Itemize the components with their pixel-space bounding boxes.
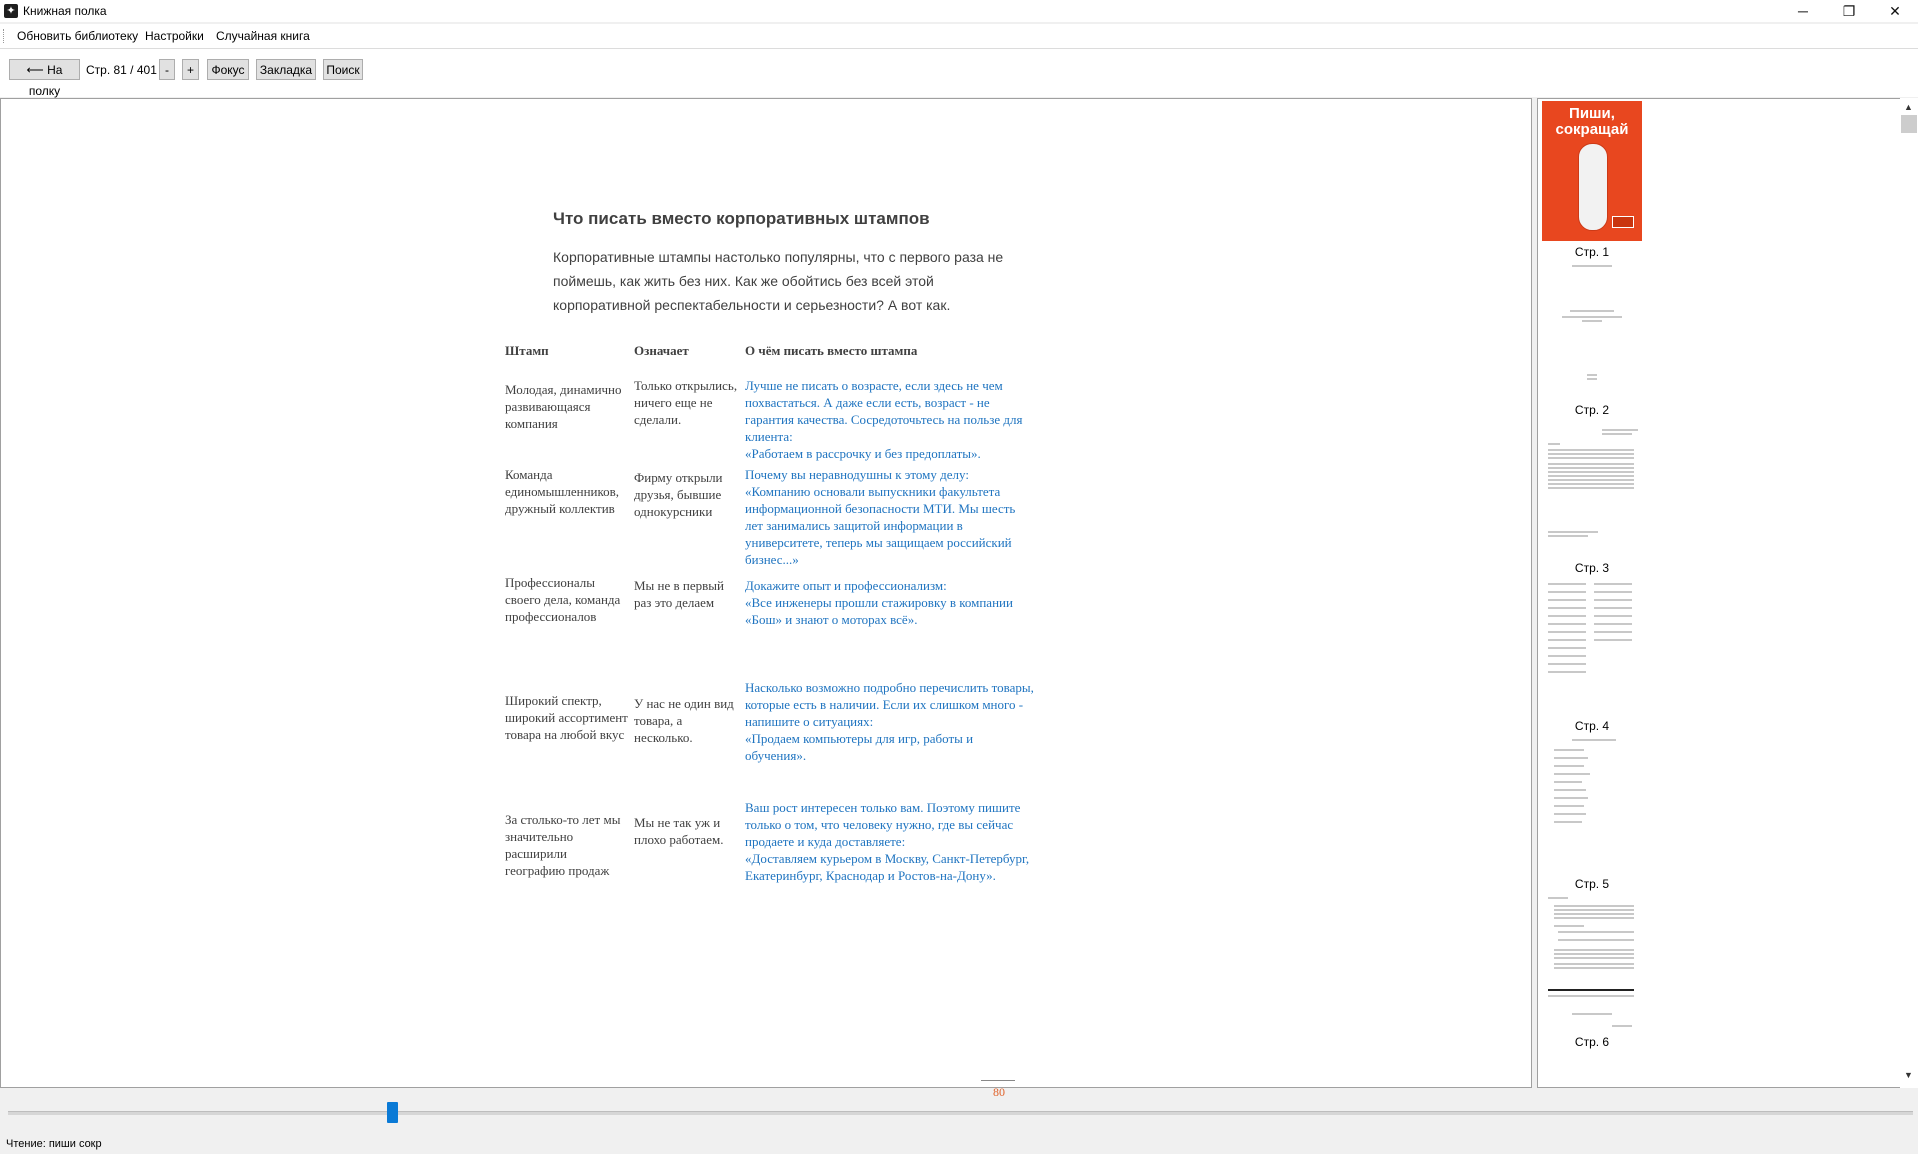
table-header-means: Означает [634,343,689,358]
thumbnail-page-6[interactable] [1542,893,1642,1033]
thumbnail-scrollbar[interactable] [1900,98,1918,1088]
thumbnail-label: Стр. 4 [1574,719,1610,733]
table-cell-instead [745,679,1035,764]
table-cell-stamp: Профессионалы своего дела, команда профессионалов [505,575,621,624]
table-cell-instead [745,377,1035,462]
page-slider-handle[interactable] [387,1102,398,1123]
instead-quote: «Доставляем курьером в Москву, Санкт-Петербург, Екатеринбург, Краснодар и Ростов-на-Дону». [745,851,1030,883]
table-cell-means: Мы не так уж и плохо работаем. [634,815,724,847]
page-indicator: Стр. 81 / 401 [86,63,157,77]
menu-bar [0,24,1918,49]
app-icon: ✦ [4,4,18,18]
scroll-up-arrow-icon[interactable]: ▲ [1904,102,1913,112]
focus-button[interactable]: Фокус [207,59,249,80]
instead-text: Ваш рост интересен только вам. Поэтому пишите только о том, что человеку нужно, где вы сейчас продаете и куда доставляете: [745,800,1021,849]
cover-title: Пиши, сокращай [1555,105,1629,138]
table-header-stamp: Штамп [505,343,549,358]
table-cell-means: У нас не один вид товара, а несколько. [634,696,734,745]
page-heading: Что писать вместо корпоративных штампов [553,209,930,228]
window-title: Книжная полка [23,4,107,18]
title-bar [0,0,1918,22]
scrollbar-thumb[interactable] [1901,115,1917,133]
page-number-rule [981,1080,1015,1081]
table-cell-instead [745,466,1035,568]
status-bar [0,1136,1918,1154]
table-cell-means: Мы не в первый раз это делаем [634,578,724,610]
thumbnail-label: Стр. 5 [1574,877,1610,891]
minimize-button[interactable]: ─ [1798,3,1808,19]
menu-refresh-library[interactable]: Обновить библиотеку [17,29,139,43]
table-cell-means: Фирму открыли друзья, бывшие однокурсники [634,470,723,519]
instead-text: Насколько возможно подробно перечислить товары, которые есть в наличии. Если их слишком много - напишите о ситуациях: [745,680,1034,729]
instead-quote: «Работаем в рассрочку и без предоплаты». [745,446,981,461]
menu-random-book[interactable]: Случайная книга [216,29,310,43]
instead-text: Лучше не писать о возрасте, если здесь не чем похвастаться. А даже если есть, возраст - не гарантия качества. Сосредоточьтесь на пользе для клиента: [745,378,1023,444]
page-slider-track[interactable] [8,1111,1913,1115]
thumbnail-page-3[interactable] [1542,419,1642,559]
status-text: Чтение: пиши сокр [6,1138,102,1150]
zoom-out-button[interactable]: - [159,59,175,80]
table-cell-stamp: Широкий спектр, широкий ассортимент товара на любой вкус [505,693,628,742]
thumbnail-page-1[interactable] [1542,101,1642,241]
page-intro: Корпоративные штампы настолько популярны, что с первого раза не поймешь, как жить без них. Как же обойтись без всей этой корпоративной респектабельности и серьезности? А вот как. [553,249,1004,313]
menu-settings[interactable]: Настройки [145,29,204,43]
table-cell-stamp: Команда единомышленников, дружный коллектив [505,467,620,516]
instead-quote: «Все инженеры прошли стажировку в компании «Бош» и знают о моторах всё». [745,595,1013,627]
thumbnail-label: Стр. 2 [1574,403,1610,417]
scroll-down-arrow-icon[interactable]: ▼ [1904,1070,1913,1080]
thumbnail-label: Стр. 1 [1574,245,1610,259]
bookmark-button[interactable]: Закладка [256,59,316,80]
thumbnail-label: Стр. 3 [1574,561,1610,575]
zoom-in-button[interactable]: + [182,59,199,80]
maximize-button[interactable]: ❐ [1842,3,1856,19]
table-header-instead: О чём писать вместо штампа [745,343,918,358]
menu-grip-icon [3,29,6,43]
table-cell-stamp: Молодая, динамично развивающаяся компания [505,382,622,431]
cover-badge [1612,216,1634,228]
search-button[interactable]: Поиск [323,59,363,80]
page-number: 80 [993,1085,1005,1099]
table-cell-means: Только открылись, ничего еще не сделали. [634,378,738,427]
instead-quote: «Компанию основали выпускники факультета информационной безопасности МТИ. Мы шесть лет занимались защитой информации в университете, теперь мы защищаем российский бизнес...» [745,484,1016,567]
thumbnail-panel[interactable] [1537,98,1918,1088]
table-cell-instead [745,799,1035,884]
instead-quote: «Продаем компьютеры для игр, работы и обучения». [745,731,974,763]
thumbnail-label: Стр. 6 [1574,1035,1610,1049]
instead-text: Почему вы неравнодушны к этому делу: [745,467,969,482]
thumbnail-page-2[interactable] [1542,260,1642,400]
table-cell-instead [745,577,1035,628]
close-button[interactable]: ✕ [1889,3,1901,19]
instead-text: Докажите опыт и профессионализм: [745,578,947,593]
toolbar [0,49,1918,97]
page-viewer[interactable] [0,98,1532,1099]
thumbnail-page-5[interactable] [1542,735,1642,875]
thumbnail-page-4[interactable] [1542,577,1642,717]
table-cell-stamp: За столько-то лет мы значительно расширили географию продаж [505,812,621,878]
back-to-shelf-button[interactable]: ⟵ На полку [9,59,80,80]
snake-illustration-icon [1578,143,1608,231]
